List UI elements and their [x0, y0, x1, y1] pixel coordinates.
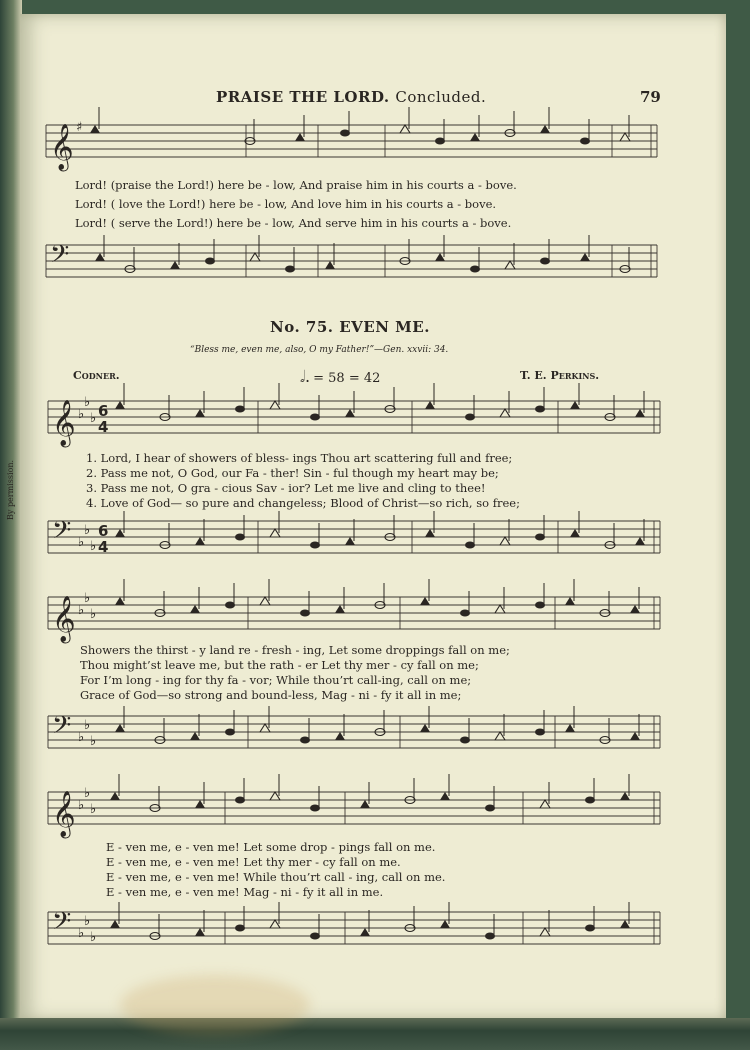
note-head [425, 511, 435, 537]
note-head [360, 910, 370, 936]
note-head [310, 914, 320, 940]
note-head [460, 591, 470, 617]
verse1-line-2: Showers the thirst - y land re - fresh - ing, Let some droppings fall on me; [80, 643, 510, 657]
note-head [535, 515, 545, 541]
note-head [500, 391, 510, 417]
tempo-value: = 58 = 42 [313, 371, 381, 386]
top-treble-staff [46, 120, 657, 172]
note-head [465, 523, 475, 549]
note-head [310, 523, 320, 549]
treble-clef-icon: 𝄞 [52, 400, 76, 446]
flat-icon: ♭ [84, 914, 91, 929]
time-signature-bottom: 4 [98, 418, 109, 436]
note-head [565, 706, 575, 732]
note-head [225, 583, 235, 609]
note-head [345, 391, 355, 417]
time-signature-top: 6 [98, 522, 109, 540]
note-head [535, 583, 545, 609]
note-head [110, 774, 120, 800]
flat-icon: ♭ [90, 539, 97, 554]
permission-note: By permission. [6, 459, 15, 520]
note-head [440, 902, 450, 928]
note-head [235, 906, 245, 932]
note-head [535, 710, 545, 736]
time-signature-bottom: 4 [98, 538, 109, 556]
verse4-line-2: Grace of God—so strong and bound-less, Mag - ni - fy it all in me; [80, 688, 462, 702]
note-head [300, 591, 310, 617]
note-head [115, 383, 125, 409]
note-head [495, 587, 505, 613]
note-head [540, 910, 550, 936]
note-head [585, 778, 595, 804]
note-head [630, 587, 640, 613]
note-head [250, 235, 260, 261]
verse1-line-1: 1. Lord, I hear of showers of bless- ings Thou art scattering full and free; [86, 451, 513, 465]
note-head [270, 383, 280, 409]
note-head [195, 910, 205, 936]
bass-clef-icon: 𝄢 [52, 516, 72, 551]
flat-icon: ♭ [78, 926, 85, 941]
note-head [440, 774, 450, 800]
note-head [360, 782, 370, 808]
flat-icon: ♭ [90, 930, 97, 945]
flat-icon: ♭ [78, 730, 85, 745]
flat-icon: ♭ [78, 407, 85, 422]
verse2-line-1: 2. Pass me not, O God, our Fa - ther! Sin - ful though my heart may be; [86, 466, 499, 480]
note-head [630, 714, 640, 740]
note-head [295, 115, 305, 141]
time-signature-top: 6 [98, 402, 109, 420]
note-head [270, 902, 280, 928]
note-head [345, 519, 355, 545]
note-head [535, 387, 545, 413]
verse3-line-1: 3. Pass me not, O gra - cious Sav - ior? Let me live and cling to thee! [86, 481, 486, 495]
refrain-line-4: E - ven me, e - ven me! Mag - ni - fy it all in me. [106, 885, 384, 899]
header-title-text: PRAISE THE LORD. [216, 88, 390, 106]
note-head [540, 239, 550, 265]
note-head [565, 579, 575, 605]
note-head [190, 587, 200, 613]
note-head [620, 774, 630, 800]
verse3-line-2: For I’m long - ing for thy fa - vor; While thou’rt call-ing, call on me; [80, 673, 472, 687]
note-head [400, 107, 410, 133]
note-head [195, 519, 205, 545]
bass-clef-icon: 𝄢 [52, 711, 72, 746]
note-head [620, 902, 630, 928]
note-head [620, 115, 630, 141]
note-head [225, 710, 235, 736]
note-head [485, 786, 495, 812]
flat-icon: ♭ [84, 591, 91, 606]
note-head [115, 579, 125, 605]
note-head [300, 718, 310, 744]
flat-icon: ♭ [78, 798, 85, 813]
flat-icon: ♭ [78, 603, 85, 618]
note-head [540, 107, 550, 133]
note-head [260, 706, 270, 732]
flat-icon: ♭ [90, 734, 97, 749]
dotted-half-note-icon: 𝅗𝅥. [300, 367, 311, 386]
note-head [585, 906, 595, 932]
treble-clef-icon: 𝄞 [50, 124, 74, 170]
note-head [170, 243, 180, 269]
note-head [195, 782, 205, 808]
note-head [495, 714, 505, 740]
flat-icon: ♭ [90, 411, 97, 426]
note-head [540, 782, 550, 808]
note-head [310, 395, 320, 421]
note-head [505, 243, 515, 269]
note-head [470, 247, 480, 273]
hymn-title: No. 75. EVEN ME. [270, 318, 430, 336]
refrain-line-2: E - ven me, e - ven me! Let thy mer - cy fall on me. [106, 855, 401, 869]
sharp-icon: ♯ [76, 120, 83, 135]
note-head [235, 515, 245, 541]
note-head [435, 235, 445, 261]
header-subtitle: Concluded. [395, 88, 487, 106]
verse4-line-1: 4. Love of God— so pure and changeless; Blood of Christ—so rich, so free; [86, 496, 520, 510]
flat-icon: ♭ [90, 607, 97, 622]
note-head [335, 714, 345, 740]
top-bass-staff [46, 240, 657, 277]
note-head [110, 902, 120, 928]
refrain-line-1: E - ven me, e - ven me! Let some drop - pings fall on me. [106, 840, 436, 854]
note-head [470, 115, 480, 141]
note-head [425, 383, 435, 409]
note-head [285, 247, 295, 273]
note-head [260, 579, 270, 605]
note-head [485, 914, 495, 940]
note-head [420, 706, 430, 732]
note-head [335, 587, 345, 613]
note-head [115, 511, 125, 537]
hymn-composer: Codner. [73, 369, 120, 382]
note-head [325, 243, 335, 269]
note-head [580, 119, 590, 145]
flat-icon: ♭ [78, 535, 85, 550]
system3-bass-staff [48, 907, 660, 945]
flat-icon: ♭ [84, 786, 91, 801]
note-head [500, 519, 510, 545]
note-head [435, 119, 445, 145]
note-head [570, 383, 580, 409]
note-head [235, 778, 245, 804]
top-lyric-line-3: Lord! ( serve the Lord!) here be - low, And serve him in his courts a - bove. [75, 216, 512, 230]
note-head [460, 718, 470, 744]
note-head [340, 111, 350, 137]
flat-icon: ♭ [84, 395, 91, 410]
note-head [635, 519, 645, 545]
note-head [570, 511, 580, 537]
note-head [310, 786, 320, 812]
note-head [235, 387, 245, 413]
bass-clef-icon: 𝄢 [50, 240, 70, 275]
top-lyric-line-2: Lord! ( love the Lord!) here be - low, And love him in his courts a - bove. [75, 197, 497, 211]
verse2-line-2: Thou might’st leave me, but the rath - er Let thy mer - cy fall on me; [80, 658, 479, 672]
note-head [270, 774, 280, 800]
note-head [95, 235, 105, 261]
note-head [190, 714, 200, 740]
system2-treble-staff [48, 591, 660, 644]
bass-clef-icon: 𝄢 [52, 907, 72, 942]
flat-icon: ♭ [84, 718, 91, 733]
note-head [580, 235, 590, 261]
treble-clef-icon: 𝄞 [52, 596, 76, 642]
top-lyric-line-1: Lord! (praise the Lord!) here be - low, And praise him in his courts a - bove. [75, 178, 517, 192]
note-head [635, 391, 645, 417]
flat-icon: ♭ [90, 802, 97, 817]
note-head [195, 391, 205, 417]
note-head [420, 579, 430, 605]
refrain-line-3: E - ven me, e - ven me! While thou’rt call - ing, call on me. [106, 870, 446, 884]
note-head [205, 239, 215, 265]
note-head [115, 706, 125, 732]
treble-clef-icon: 𝄞 [52, 791, 76, 837]
hymn-epigraph: “Bless me, even me, also, O my Father!”—Gen. xxvii: 34. [190, 345, 449, 355]
note-head [465, 395, 475, 421]
hymn-author: T. E. Perkins. [520, 369, 600, 382]
page-number: 79 [640, 88, 661, 106]
note-head [90, 107, 100, 133]
system3-treble-staff [48, 786, 660, 839]
flat-icon: ♭ [84, 523, 91, 538]
note-head [270, 511, 280, 537]
